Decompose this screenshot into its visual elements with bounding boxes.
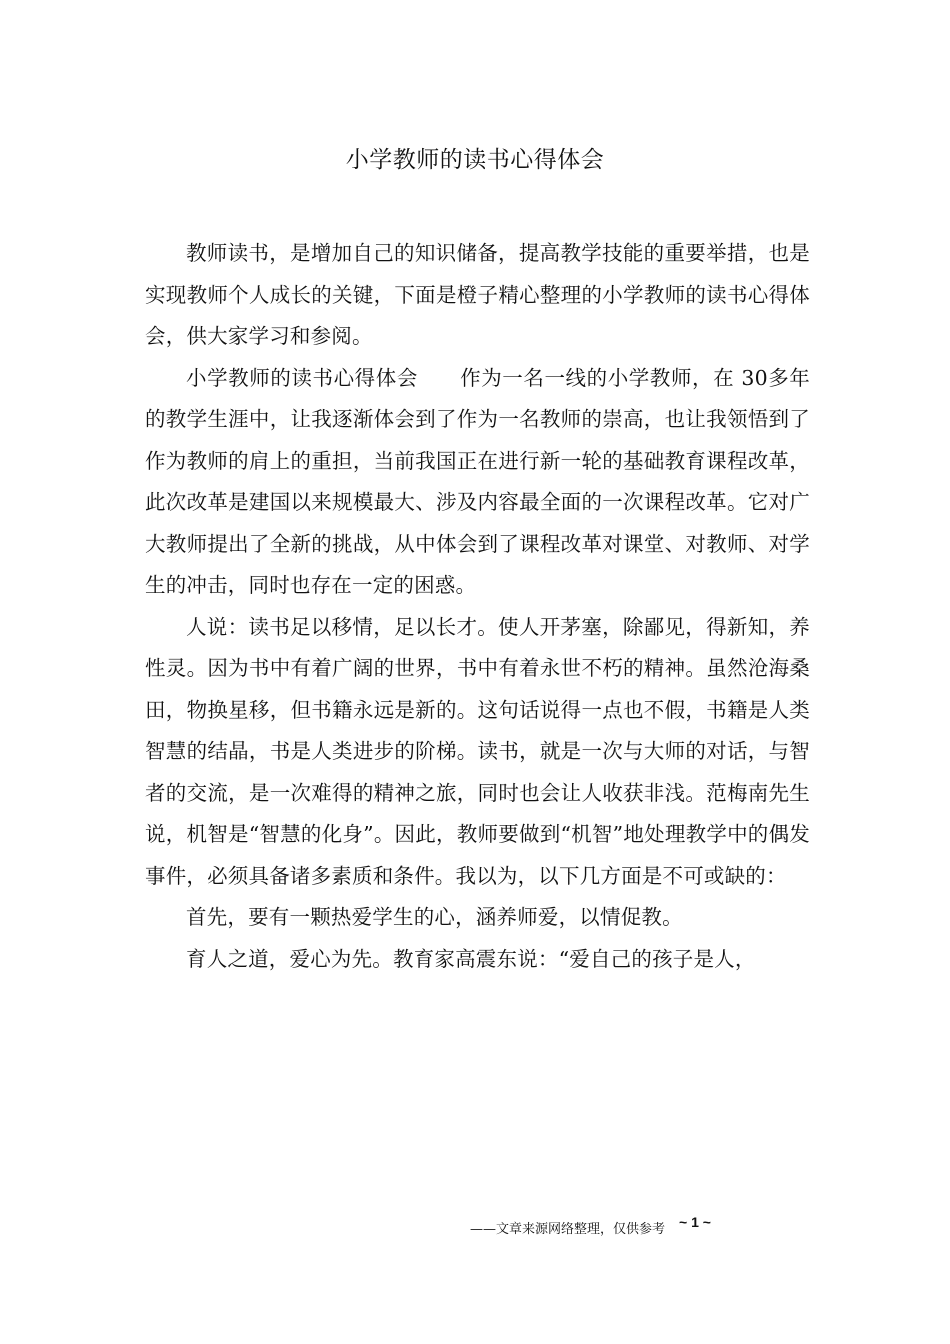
paragraph-first-point: 首先，要有一颗热爱学生的心，涵养师爱，以情促教。	[186, 905, 683, 929]
page-number: ~ 1 ~	[679, 1214, 711, 1230]
document-body	[145, 233, 810, 980]
page-footer	[470, 1214, 711, 1240]
paragraph-intro: 教师读书，是增加自己的知识储备，提高教学技能的重要举措，也是实现教师个人成长的关键，下面是橙子精心整理的小学教师的读书心得体会，供大家学习和参阅。	[145, 241, 810, 348]
source-note: ——文章来源网络整理，仅供参考	[470, 1222, 666, 1237]
document-title: 小学教师的读书心得体会	[345, 147, 605, 173]
paragraph-love-first: 育人之道，爱心为先。教育家高震东说：“爱自己的孩子是人，	[186, 946, 756, 971]
paragraph-experience: 小学教师的读书心得体会 作为一名一线的小学教师，在 30多年的教学生涯中，让我逐渐体会到了作为一名教师的崇高，也让我领悟到了作为教师的肩上的重担，当前我国正在进行新一轮的基础教育课程改革，此次改革是建国以来规模最大、涉及内容最全面的一次课程改革。它对广大教师提出了全新的挑战，从中体会到了课程改革对课堂、对教师、对学生的冲击，同时也存在一定的困惑。	[145, 365, 810, 597]
paragraph-reading-value: 人说：读书足以移情，足以长才。使人开茅塞，除鄙见，得新知，养性灵。因为书中有着广阔的世界，书中有着永世不朽的精神。虽然沧海桑田，物换星移，但书籍永远是新的。这句话说得一点也不假，书籍是人类智慧的结晶，书是人类进步的阶梯。读书，就是一次与大师的对话，与智者的交流，是一次难得的精神之旅，同时也会让人收获非浅。范梅南先生说，机智是“智慧的化身”。因此，教师要做到“机智”地处理教学中的偶发事件，必须具备诸多素质和条件。我以为，以下几方面是不可或缺的：	[145, 614, 810, 888]
